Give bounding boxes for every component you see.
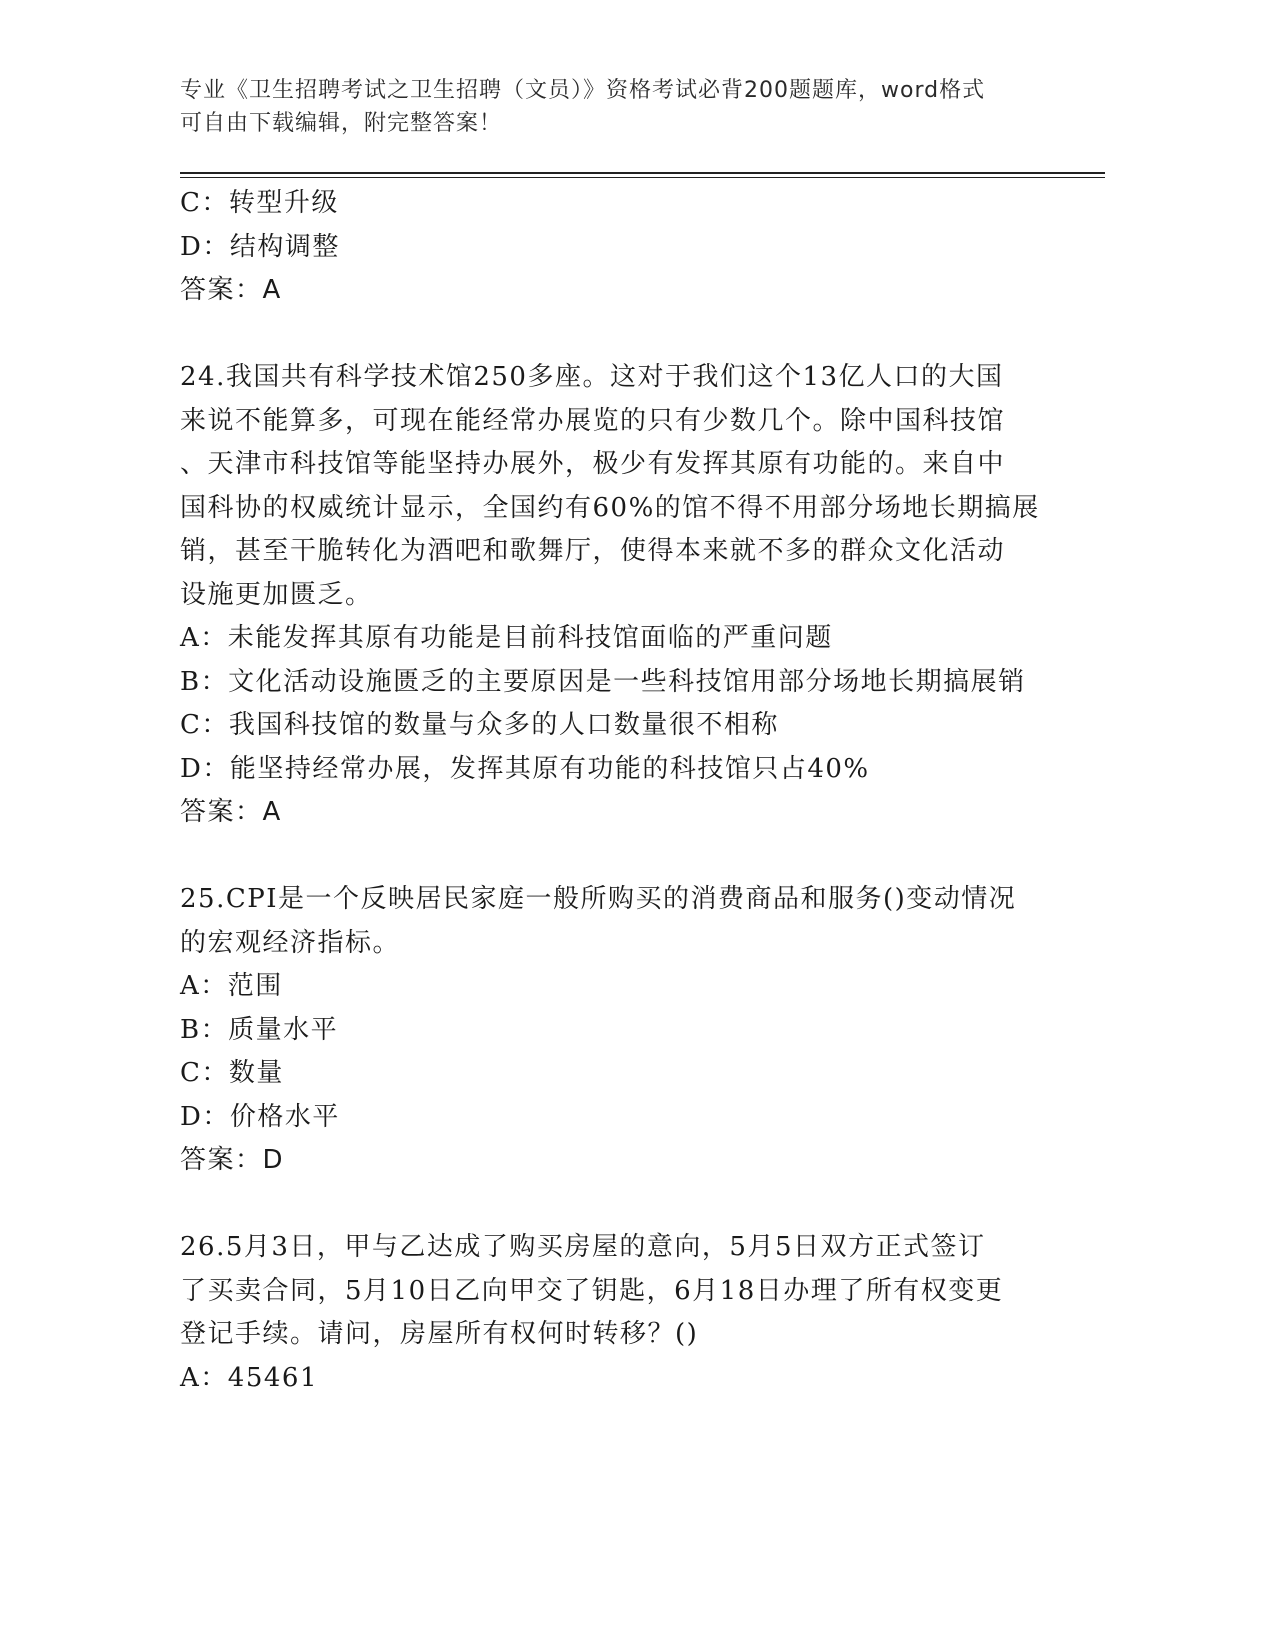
header-divider-thick — [180, 172, 1105, 174]
header-line-2: 可自由下载编辑，附完整答案！ — [180, 111, 503, 136]
option-d: D：价格水平 — [180, 1101, 340, 1132]
option-a: A：未能发挥其原有功能是目前科技馆面临的严重问题 — [180, 623, 833, 653]
option-b: B：文化活动设施匮乏的主要原因是一些科技馆用部分场地长期搞展销 — [180, 666, 1026, 697]
spacer — [180, 313, 1060, 357]
header-divider-thin — [180, 177, 1105, 178]
option-d: D：结构调整 — [180, 231, 340, 262]
question-26 — [180, 1226, 1060, 1400]
option-b: B：质量水平 — [180, 1014, 339, 1045]
question-stem-line: 国科协的权威统计显示，全国约有60%的馆不得不用部分场地长期搞展 — [180, 492, 1040, 523]
question-stem-line: 了买卖合同，5月10日乙向甲交了钥匙，6月18日办理了所有权变更 — [180, 1275, 1004, 1306]
question-24 — [180, 356, 1060, 835]
option-a: A：范围 — [180, 971, 283, 1001]
question-stem-line: 26.5月3日，甲与乙达成了购买房屋的意向，5月5日双方正式签订 — [180, 1232, 986, 1262]
answer-line: 答案：A — [180, 275, 282, 305]
option-c: C：转型升级 — [180, 188, 339, 218]
question-stem-line: 登记手续。请问，房屋所有权何时转移？() — [180, 1319, 699, 1349]
spacer — [180, 1183, 1060, 1227]
previous-question-tail — [180, 182, 1060, 313]
question-content — [180, 182, 1060, 1400]
document-header — [180, 74, 1040, 140]
option-d: D：能坚持经常办展，发挥其原有功能的科技馆只占40% — [180, 753, 870, 784]
question-stem-line: 的宏观经济指标。 — [180, 927, 401, 958]
question-stem-line: 设施更加匮乏。 — [180, 579, 373, 610]
header-line-1: 专业《卫生招聘考试之卫生招聘（文员）》资格考试必背200题题库，word格式 — [180, 78, 986, 103]
question-stem-line: 、天津市科技馆等能坚持办展外，极少有发挥其原有功能的。来自中 — [180, 449, 1006, 479]
question-stem-line: 24.我国共有科学技术馆250多座。这对于我们这个13亿人口的大国 — [180, 362, 1004, 392]
question-stem-line: 25.CPI是一个反映居民家庭一般所购买的消费商品和服务()变动情况 — [180, 884, 1017, 914]
answer-line: 答案：D — [180, 1145, 285, 1175]
option-c: C：我国科技馆的数量与众多的人口数量很不相称 — [180, 710, 779, 740]
option-c: C：数量 — [180, 1058, 284, 1088]
answer-line: 答案：A — [180, 797, 282, 827]
question-stem-line: 销，甚至干脆转化为酒吧和歌舞厅，使得本来就不多的群众文化活动 — [180, 536, 1006, 566]
spacer — [180, 835, 1060, 879]
question-stem-line: 来说不能算多，可现在能经常办展览的只有少数几个。除中国科技馆 — [180, 405, 1006, 436]
question-25 — [180, 878, 1060, 1183]
option-a: A：45461 — [180, 1362, 318, 1393]
